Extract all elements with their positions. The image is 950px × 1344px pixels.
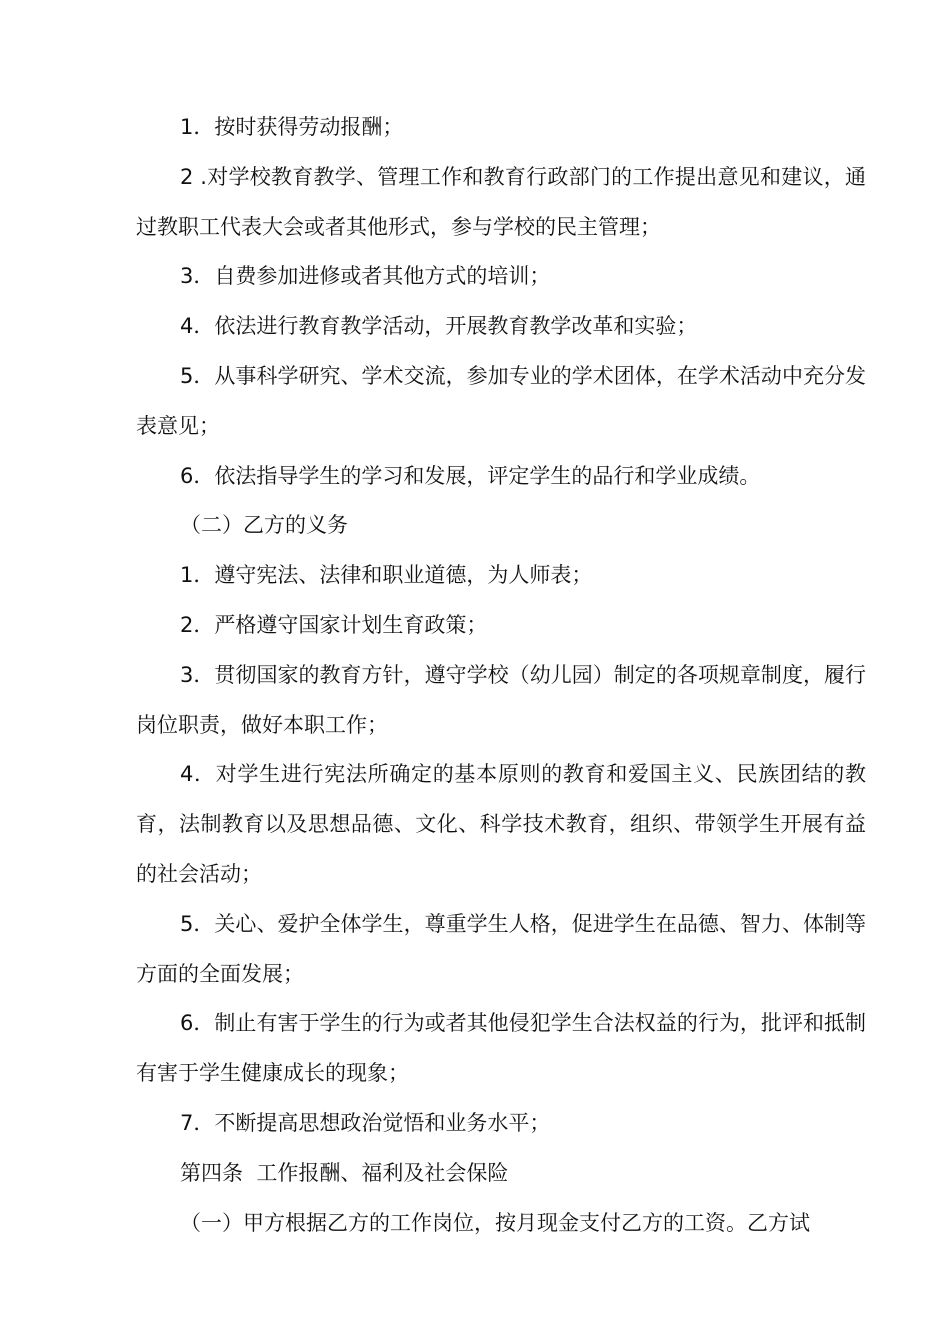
paragraph: 2．严格遵守国家计划生育政策； [180,612,488,637]
paragraph: 7．不断提高思想政治觉悟和业务水平； [180,1110,551,1135]
section-heading: （二）乙方的义务 [180,513,348,538]
paragraph: 2 .对学校教育教学、管理工作和教育行政部门的工作提出意见和建议，通过教职工代表大会或者其他形式，参与学校的民主管理； [136,164,866,239]
paragraph: 1．遵守宪法、法律和职业道德，为人师表； [180,563,593,588]
paragraph: 3．自费参加进修或者其他方式的培训； [180,264,551,289]
paragraph: 3．贯彻国家的教育方针，遵守学校（幼儿园）制定的各项规章制度，履行岗位职责，做好本职工作； [136,662,866,737]
document-body [136,103,866,1248]
paragraph: 5．关心、爱护全体学生，尊重学生人格，促进学生在品德、智力、体制等方面的全面发展； [136,911,866,986]
paragraph: 4．对学生进行宪法所确定的基本原则的教育和爱国主义、民族团结的教育，法制教育以及思想品德、文化、科学技术教育，组织、带领学生开展有益的社会活动； [136,762,866,886]
article-heading: 第四条 工作报酬、福利及社会保险 [180,1160,509,1185]
paragraph: 6．依法指导学生的学习和发展，评定学生的品行和学业成绩。 [180,463,761,488]
paragraph: 1．按时获得劳动报酬； [180,115,404,139]
paragraph: （一）甲方根据乙方的工作岗位，按月现金支付乙方的工资。乙方试 [180,1210,810,1235]
paragraph: 4．依法进行教育教学活动，开展教育教学改革和实验； [180,314,698,339]
paragraph: 5．从事科学研究、学术交流，参加专业的学术团体，在学术活动中充分发表意见； [136,363,866,438]
paragraph: 6．制止有害于学生的行为或者其他侵犯学生合法权益的行为，批评和抵制有害于学生健康成长的现象； [136,1011,866,1086]
